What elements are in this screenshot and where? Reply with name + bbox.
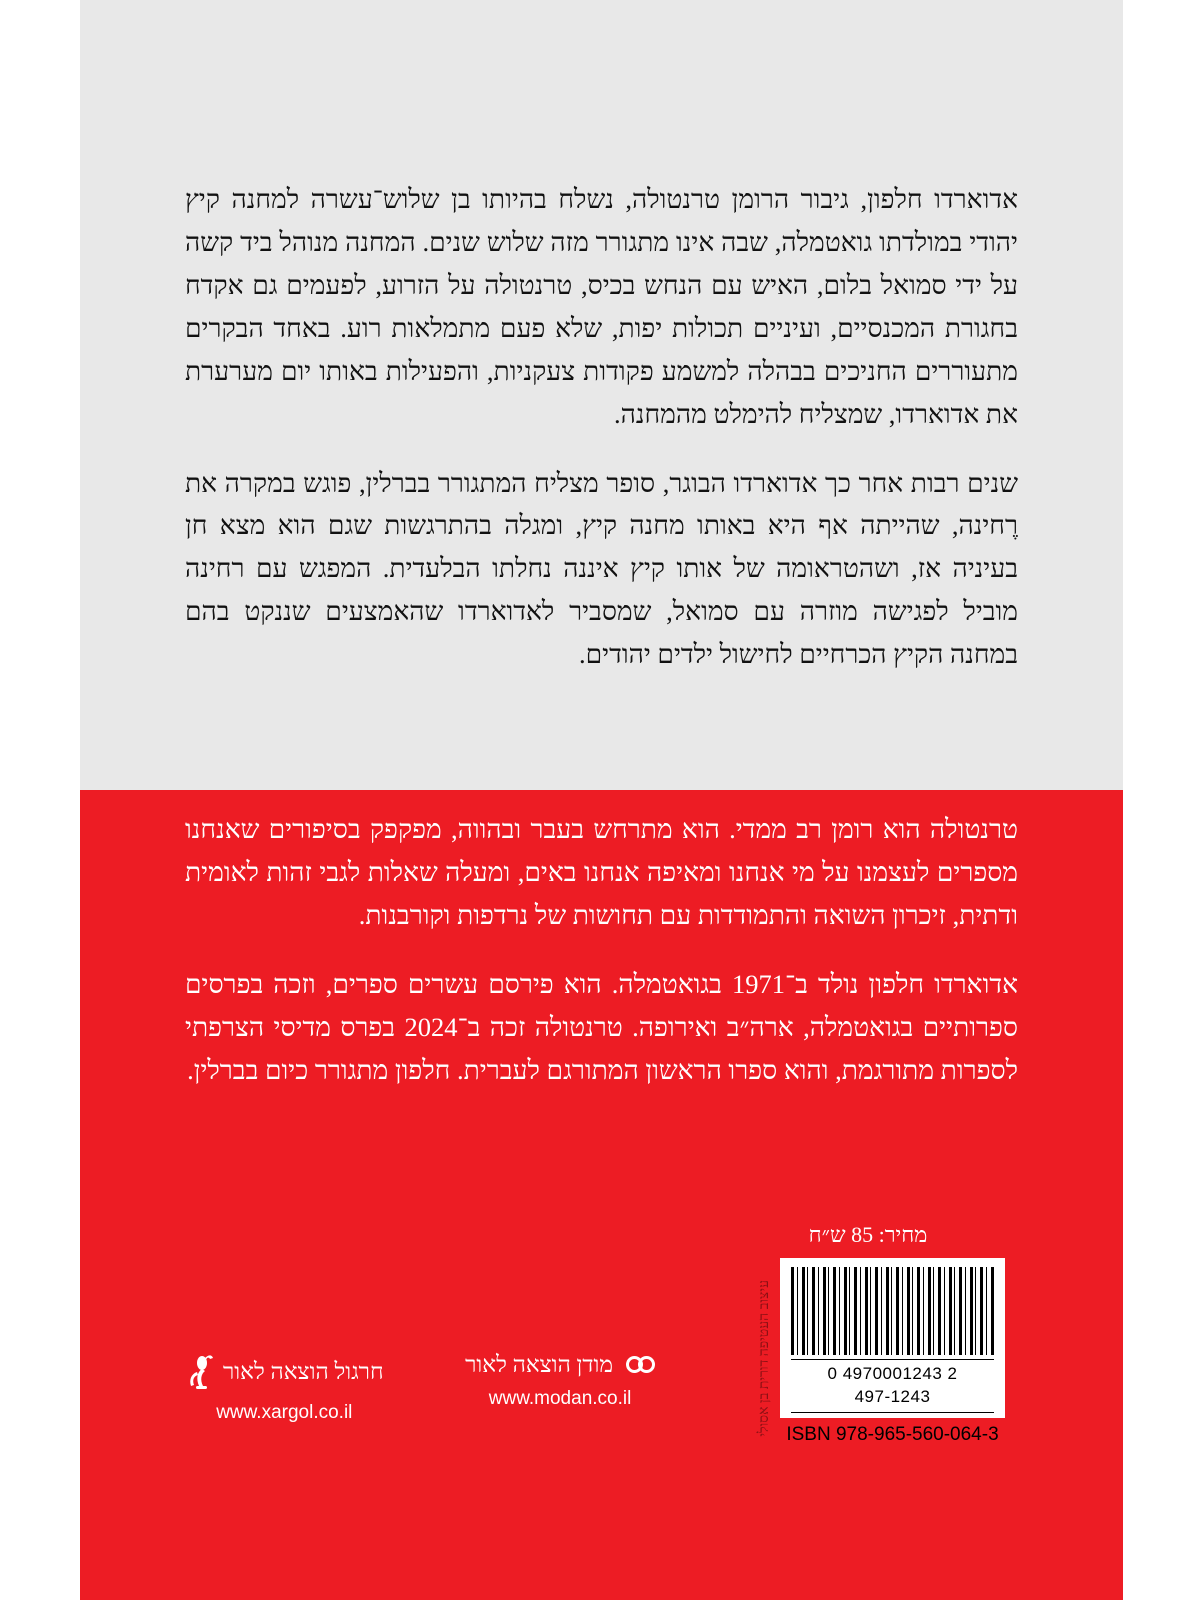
author-bio-paragraph: אדוארדו חלפון נולד ב־1971 בגואטמלה. הוא פירסם עשרים ספרים, וזכה בפרסים ספרותיים בגואטמלה, ארה״ב ואירופה. טרנטולה זכה ב־2024 בפרס מדיסי הצרפתי לספרות מתורגמת, והוא ספרו הראשון המתורגם לעברית. חלפון מתגורר כיום בברלין.: [185, 968, 1019, 1085]
publisher-modan: [465, 1352, 655, 1410]
isbn-label: ISBN 978-965-560-064-3: [786, 1424, 999, 1445]
publisher-xargol-name: חרגול הוצאה לאור: [223, 1359, 384, 1384]
publisher-modan-url[interactable]: www.modan.co.il: [488, 1388, 632, 1409]
barcode-number-line-2: 497-1243: [854, 1386, 931, 1406]
synopsis-text-column: [185, 178, 1018, 702]
modan-circles-logo-icon: [621, 1353, 655, 1377]
barcode-numbers: [791, 1359, 994, 1413]
publisher-xargol: [185, 1352, 384, 1424]
synopsis-paragraph-1: אדוארדו חלפון, גיבור הרומן טרנטולה, נשלח בהיותו בן שלוש־עשרה למחנה קיץ יהודי במולדתו גואטמלה, שבה אינו מתגורר מזה שלוש שנים. המחנה מנוהל ביד קשה על ידי סמואל בלום, האיש עם הנחש בכיס, טרנטולה על הזרוע, לפעמים גם אקדח בחגורת המכנסיים, ועיניים תכולות יפות, שלא פעם מתמלאות רוע. באחד הבקרים מתעוררים החניכים בבהלה למשמע פקודות צעקניות, והפעילות באותו יום מערערת את אדוארדו, שמצליח להימלט מהמחנה.: [185, 184, 1018, 429]
price-label: מחיר: 85 ש״ח: [808, 1222, 928, 1247]
publisher-row: [185, 1352, 655, 1424]
review-paragraph-1: טרנטולה הוא רומן רב ממדי. הוא מתרחש בעבר ובהווה, מפקפק בסיפורים שאנחנו מספרים לעצמנו על מי אנחנו ומאיפה אנחנו באים, ומעלה שאלות לגבי זהות לאומית ודתית, זיכרון השואה והתמודדות עם תחושות של נרדפות וקורבנות.: [185, 814, 1018, 930]
synopsis-paragraph-2: שנים רבות אחר כך אדוארדו הבוגר, סופר מצליח המתגורר בברלין, פוגש במקרה את רֶחינה, שהייתה אף היא באותו מחנה קיץ, ומגלה בהתרגשות שגם הוא מצא חן בעיניה אז, ושהטראומה של אותו קיץ איננה נחלתו הבלעדית. המפגש עם רחינה מוביל לפגישה מוזרה עם סמואל, שמסביר לאדוארדו שהאמצעים שננקט בהם במחנה הקיץ הכרחיים לחישול ילדים יהודים.: [185, 467, 1018, 670]
publisher-modan-name: מודן הוצאה לאור: [465, 1352, 613, 1377]
barcode-number-line-1: 0 4970001243 2: [827, 1364, 958, 1383]
review-text-column: [185, 808, 1018, 1118]
publisher-xargol-name-row: [185, 1352, 384, 1392]
grasshopper-logo-icon: [185, 1352, 215, 1392]
barcode-bars-icon: [791, 1267, 994, 1355]
publisher-modan-name-row: [465, 1352, 655, 1378]
barcode-block: [780, 1258, 1005, 1418]
publisher-xargol-url[interactable]: www.xargol.co.il: [216, 1402, 353, 1423]
page-area: [80, 0, 1123, 1600]
cover-design-credit: עיצוב העטיפה דורית בן אסולי: [756, 1280, 772, 1437]
